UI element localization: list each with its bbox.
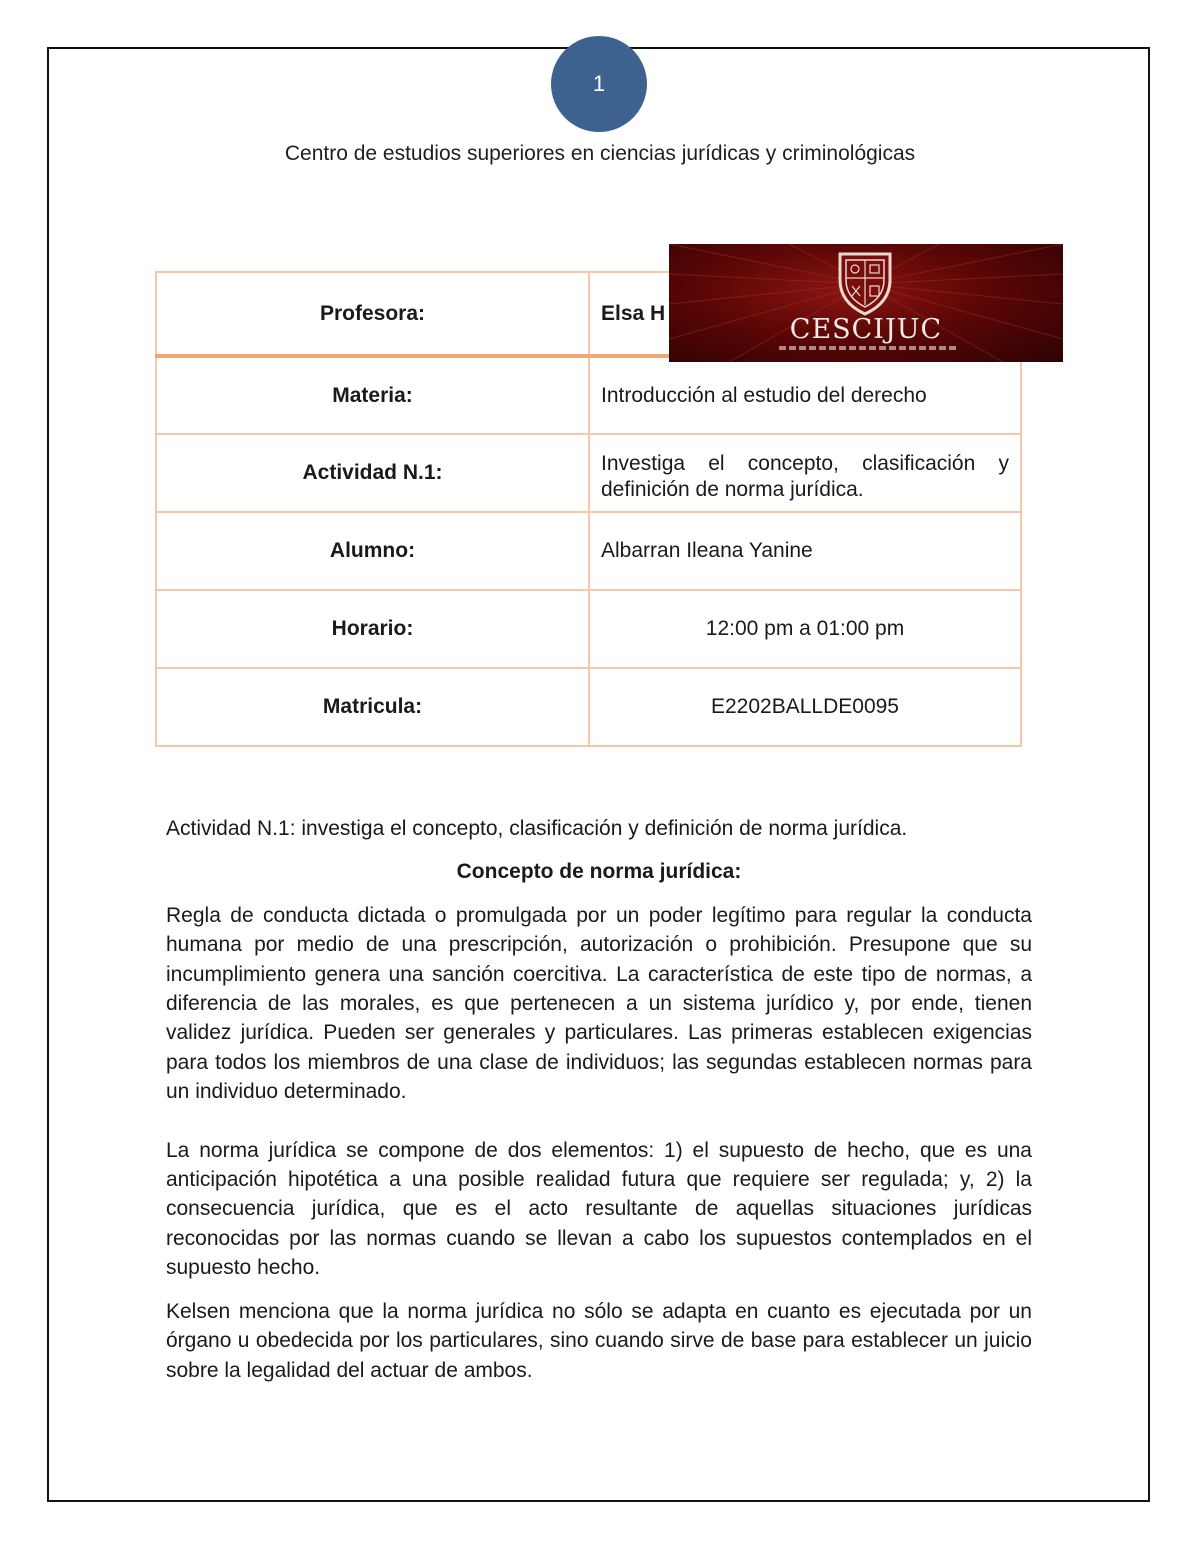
page-number: 1 — [592, 71, 606, 96]
page-number-badge — [551, 36, 647, 132]
shield-seal-icon — [834, 250, 896, 316]
logo-text: CESCIJUC — [789, 314, 943, 345]
label-horario: Horario: — [156, 590, 589, 668]
value-materia: Introducción al estudio del derecho — [589, 356, 1021, 434]
label-actividad: Actividad N.1: — [156, 434, 589, 512]
value-horario: 12:00 pm a 01:00 pm — [589, 590, 1021, 668]
label-materia: Materia: — [156, 356, 589, 434]
label-matricula: Matricula: — [156, 668, 589, 746]
paragraph-definition: Regla de conducta dictada o promulgada por un poder legítimo para regular la conducta humana por medio de una prescripción, autorización o prohibición. Presupone que su incumplimiento genera una sanción coercitiva. La característica de este tipo de normas, a diferencia de las morales, es que pertenecen a un sistema jurídico y, por ende, tienen validez jurídica. Pueden ser generales y particulares. Las primeras establecen exigencias para todos los miembros de una clase de individuos; las segundas establecen normas para un individuo determinado. — [166, 903, 1032, 1104]
value-alumno: Albarran Ileana Yanine — [589, 512, 1021, 590]
table-row-actividad — [156, 434, 1021, 512]
paragraph-kelsen: Kelsen menciona que la norma jurídica no sólo se adapta en cuanto es ejecutada por un órgano u obedecida por los particulares, sino cuando sirve de base para establecer un juicio sobre la legalidad del actuar de ambos. — [166, 1299, 1032, 1382]
activity-line: Actividad N.1: investiga el concepto, clasificación y definición de norma jurídica. — [166, 817, 908, 840]
value-matricula: E2202BALLDE0095 — [589, 668, 1021, 746]
value-profesora: Elsa H — [589, 272, 1021, 356]
paragraph-elements: La norma jurídica se compone de dos elementos: 1) el supuesto de hecho, que es una anticipación hipotética a una posible realidad futura que requiere ser regulada; y, 2) la consecuencia jurídica, que es el acto resultante de aquellas situaciones jurídicas reconocidas por las normas cuando se llevan a cabo los supuestos contemplados en el supuesto hecho. — [166, 1138, 1032, 1280]
logo-tagline-decoration — [779, 346, 959, 350]
concept-heading: Concepto de norma jurídica: — [456, 860, 742, 884]
cescijuc-logo — [669, 244, 1063, 362]
label-profesora: Profesora: — [156, 272, 589, 356]
table-row-materia — [156, 356, 1021, 434]
institution-title: Centro de estudios superiores en ciencias jurídicas y criminológicas — [284, 142, 916, 165]
table-row-horario — [156, 590, 1021, 668]
document-body — [166, 814, 1032, 1385]
value-actividad: Investiga el concepto, clasificación y definición de norma jurídica. — [589, 434, 1021, 512]
table-row-alumno — [156, 512, 1021, 590]
table-row-matricula — [156, 668, 1021, 746]
label-alumno: Alumno: — [156, 512, 589, 590]
